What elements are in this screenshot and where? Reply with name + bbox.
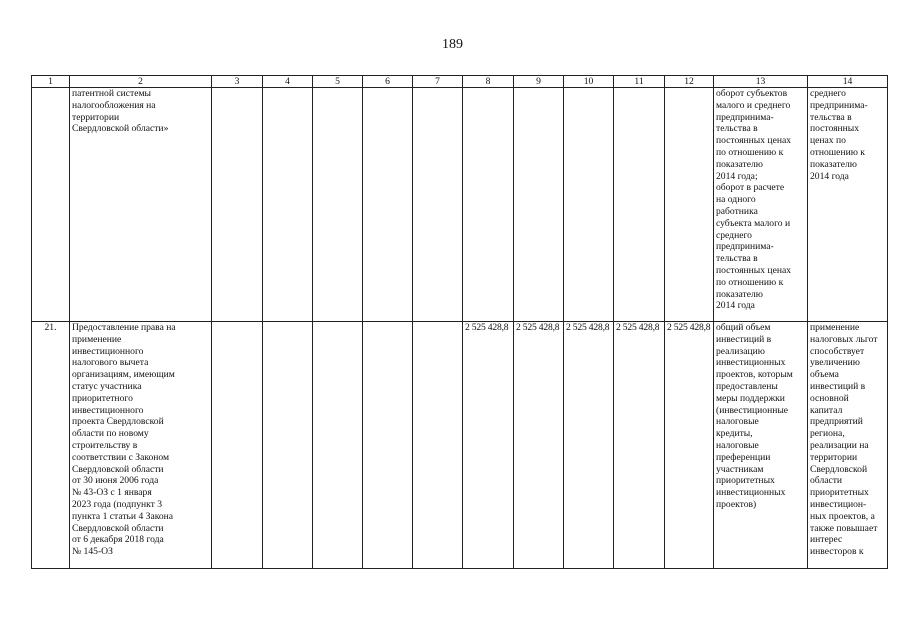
table-cell [313,88,363,322]
table-cell [363,88,413,322]
table-cell [212,322,263,569]
amount-cell [614,88,665,322]
row-number-cell: 21. [32,322,70,569]
column-number: 2 [70,76,212,88]
column-number: 5 [313,76,363,88]
column-number: 9 [514,76,564,88]
column-number: 6 [363,76,413,88]
effect-cell: среднего предпринима- тельства в постоянных ценах по отношению к показателю 2014 года [808,88,888,322]
amount-cell: 2 525 428,8 [463,322,514,569]
amount-cell [514,88,564,322]
column-number: 12 [665,76,714,88]
column-number: 1 [32,76,70,88]
column-number: 3 [212,76,263,88]
table-cell [413,322,463,569]
indicator-cell: оборот субъектов малого и среднего предпринима- тельства в постоянных ценах по отношению к показателю 2014 года; оборот в расчете на одного работника субъекта малого и среднего предпринима- тельства в постоянных ценах по отношению к показателю 2014 года [714,88,808,322]
column-number-row [32,76,888,88]
table-row [32,88,888,322]
amount-cell: 2 525 428,8 [564,322,614,569]
table-cell [212,88,263,322]
table-cell [363,322,413,569]
amount-cell [564,88,614,322]
amount-cell [463,88,514,322]
table-row [32,322,888,569]
indicator-cell: общий объем инвестиций в реализацию инвестиционных проектов, которым предоставлены меры поддержки (инвестиционные налоговые кредиты, налоговые преференции участникам приоритетных инвестиционных проектов) [714,322,808,569]
column-number: 4 [263,76,313,88]
column-number: 13 [714,76,808,88]
column-number: 7 [413,76,463,88]
effect-cell: применение налоговых льгот способствует увеличению объема инвестиций в основной капитал предприятий региона, реализации на территории Свердловской области приоритетных инвестицион- ных проектов, а также повышает интерес инвесторов к [808,322,888,569]
table-cell [263,322,313,569]
row-number-cell [32,88,70,322]
column-number: 10 [564,76,614,88]
amount-cell: 2 525 428,8 [514,322,564,569]
tax-expenditure-table [31,75,888,569]
column-number: 11 [614,76,665,88]
amount-cell [665,88,714,322]
amount-cell: 2 525 428,8 [665,322,714,569]
column-number: 14 [808,76,888,88]
page-number: 189 [442,37,463,52]
amount-cell: 2 525 428,8 [614,322,665,569]
table-cell [413,88,463,322]
measure-name-cell: Предоставление права на применение инвестиционного налогового вычета организациям, имеющим статус участника приоритетного инвестиционного проекта Свердловской области по новому строительству в соответствии с Законом Свердловской области от 30 июня 2006 года № 43-ОЗ с 1 января 2023 года (подпункт 3 пункта 1 статьи 4 Закона Свердловской области от 6 декабря 2018 года № 145-ОЗ [70,322,212,569]
column-number: 8 [463,76,514,88]
measure-name-cell: патентной системы налогообложения на территории Свердловской области» [70,88,212,322]
table-cell [313,322,363,569]
table-cell [263,88,313,322]
